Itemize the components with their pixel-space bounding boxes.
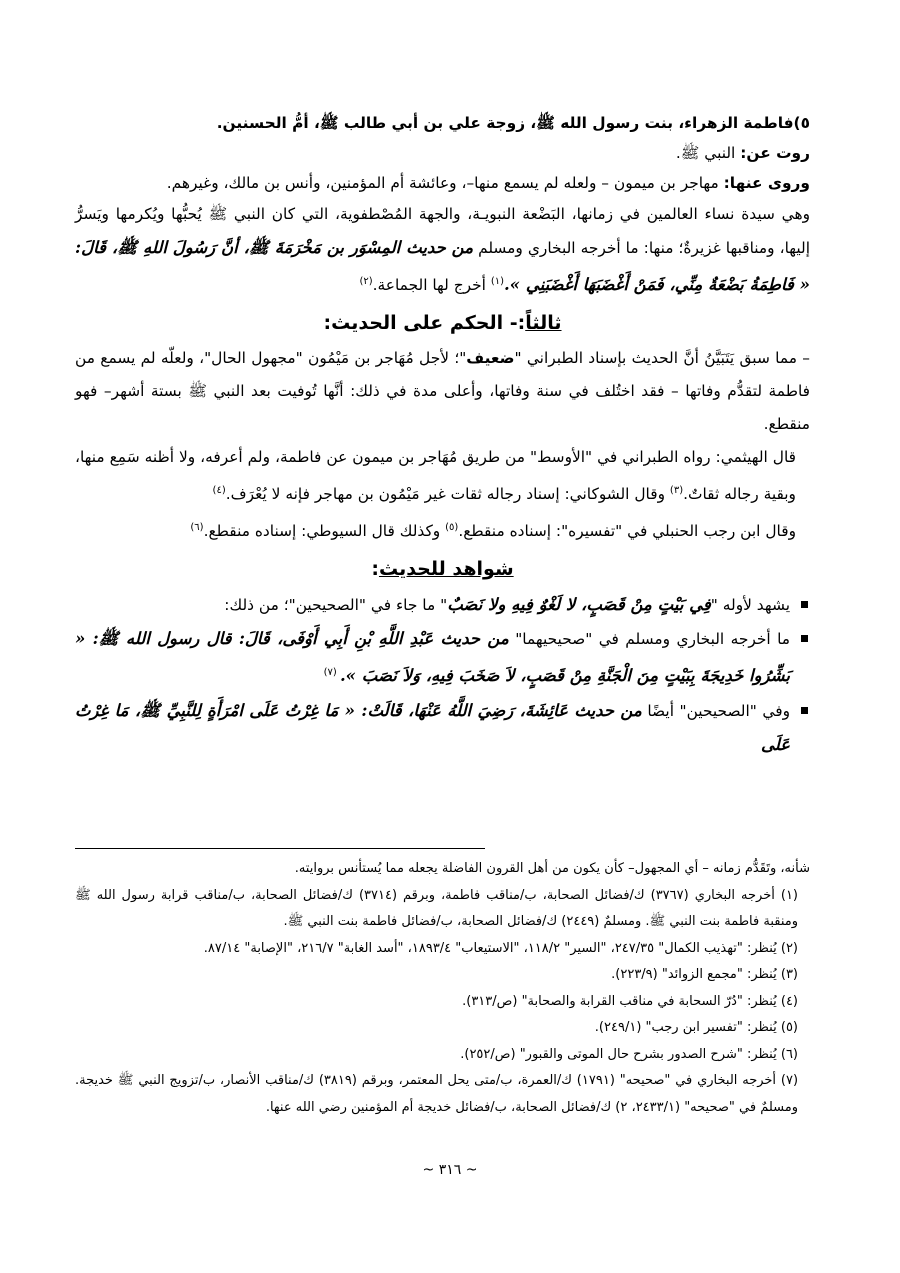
entry-heading: ٥)فاطمة الزهراء، بنت رسول الله ﷺ، زوجة علي بن أبي طالب ﷺ، أمُّ الحسنين. <box>216 114 810 132</box>
footnote-ref-2: (٢) <box>359 276 373 287</box>
hadith-quote: من حديث المِسْوَر بن مَخْرَمَةَ ﷺ، أنَّ رَسُولَ اللهِ ﷺ، قَالَ: « فَاطِمَةُ بَضْعَةٌ مِنِّي، فَمَنْ أَغْضَبَهَا أَغْضَبَنِي ». <box>75 238 810 295</box>
section-heading-ruling: ثالثاً:- الحكم على الحديث: <box>323 312 562 335</box>
footnote-ref-1: (١) <box>490 276 505 287</box>
footnote-4: (٤) يُنظر: "دُرّ السحابة في مناقب القرابة والصحابة" (ص/٣١٣). <box>462 993 798 1009</box>
footnote-ref-3: (٣) <box>669 485 684 497</box>
biography-paragraph: وهي سيدة نساء العالمين في زمانها، البَضْعة النبويـة، والجهة المُصْطفوية، التي كان النبي ﷺ يُحبُّها ويُكرمها ويَسرُّ إليها، ومناقبها غزيرةٌ؛ منها: ما أخرجه البخاري ومسلم من حديث المِسْوَر بن مَخْرَمَةَ ﷺ، أنَّ رَسُولَ اللهِ ﷺ، قَالَ: « فَاطِمَةُ بَضْعَةٌ مِنِّي، فَمَنْ أَغْضَبَهَا أَغْضَبَنِي ».$^{(١)}$ أخرج لها الجماعة.$^{(٢)}$ <box>75 205 810 295</box>
rawat-line: روت عن: النبي ﷺ. <box>675 144 810 162</box>
footnote-5: (٥) يُنظر: "تفسير ابن رجب" (٢٤٩/١). <box>594 1020 798 1035</box>
footnote-continuation: شأنه، وتَقَدُّم زمانه – أي المجهول– كأن يكون من أهل القرون الفاضلة يجعله مما يُستأنس بروايته. <box>294 861 810 876</box>
section-heading-shawahid: شواهد للحديث: <box>371 558 514 581</box>
page-number: ~ ٣١٦ ~ <box>422 1162 478 1178</box>
footnote-ref-7: (٧) <box>323 667 340 679</box>
bullet-item: ما أخرجه البخاري ومسلم في "صحيحيهما" من حديث عَبْدِ اللَّهِ بْنِ أَبِي أَوْفَى، قَالَ: قال رسول الله ﷺ: « بَشِّرُوا خَدِيجَةَ بِبَيْتٍ مِنَ الْجَنَّةِ مِنْ قَصَبٍ، لاَ صَخَبَ فِيهِ، وَلاَ نَصَبَ ». $^{(٧)}$ <box>75 622 810 693</box>
rawa-line: وروى عنها: مهاجر بن ميمون – ولعله لم يسمع منها–، وعائشة أم المؤمنين، وأنس بن مالك، وغيرهم. <box>166 174 810 192</box>
footnote-3: (٣) يُنظر: "مجمع الزوائد" (٢٢٣/٩). <box>611 967 798 982</box>
weak-grade: ضعيف <box>466 349 515 368</box>
footnote-ref-4: (٤) <box>212 485 226 497</box>
footnote-ref-6: (٦) <box>190 522 204 534</box>
bullet-item: وفي "الصحيحين" أيضًا من حديث عَائِشَةَ، رَضِيَ اللَّهُ عَنْهَا، قَالَتْ: « مَا غِرْتُ عَلَى امْرَأَةٍ لِلنَّبِيِّ ﷺ، مَا غِرْتُ عَلَى <box>75 694 810 762</box>
footnote-ref-5: (٥) <box>445 522 459 534</box>
footnotes <box>75 856 810 1121</box>
ruling-paragraph: – مما سبق يَتَبَيَّنُ أنَّ الحديث بإسناد الطبراني "ضعيف"؛ لأجل مُهَاجر بن مَيْمُون "مجهول الحال"، ولعلّه لم يسمع من فاطمة لتقدُّم وفاتها – فقد اختُلف في سنة وفاتها، وأعلى مدة في ذلك: أنَّها تُوفيت بعد النبي ﷺ بستة أشهر– فهو منقطع. <box>75 349 810 434</box>
footnote-2: (٢) يُنظر: "تهذيب الكمال" ٢٤٧/٣٥، "السير" ١١٨/٢، "الاستيعاب" ١٨٩٣/٤، "أسد الغابة" ٢١٦/٧، "الإصابة" ٨٧/١٤. <box>203 940 798 956</box>
footnote-7: (٧) أخرجه البخاري في "صحيحه" (١٧٩١) ك/العمرة، ب/متى يحل المعتمر، وبرقم (٣٨١٩) ك/مناقب الأنصار، ب/تزويج النبي ﷺ خديجة. ومسلمٌ في "صحيحه" (٢٤٣٣/١، ٢) ك/فضائل الصحابة، ب/فضائل خديجة أم المؤمنين رضي الله عنها. <box>75 1073 799 1115</box>
bullet-item: يشهد لأوله "فِي بَيْتٍ مِنْ قَصَبٍ، لا لَغْوٌ فِيهِ ولا نَصَبٌ" ما جاء في "الصحيحين"؛ من ذلك: <box>75 588 810 622</box>
footnote-6: (٦) يُنظر: "شرح الصدور بشرح حال الموتى والقبور" (ص/٢٥٢). <box>460 1046 798 1062</box>
ibn-rajab-paragraph: وقال ابن رجب الحنبلي في "تفسيره": إسناده منقطع.$^{(٥)}$ وكذلك قال السيوطي: إسناده منقطع.$^{(٦)}$ <box>190 522 796 541</box>
rawa-label: وروى عنها: <box>723 174 810 192</box>
haythami-paragraph: قال الهيثمي: رواه الطبراني في "الأوسط" من طريق مُهَاجر بن ميمون عن فاطمة، ولم أعرفه، ولا أظنه سَمِع منها، وبقية رجاله ثقاتٌ.$^{(٣)}$ وقال الشوكاني: إسناد رجاله ثقات غير مَيْمُون بن مهاجر فإنه لا يُعْرَف.$^{(٤)}$ <box>75 448 796 504</box>
rawat-label: روت عن: <box>740 144 810 162</box>
main-text <box>75 108 810 762</box>
footnote-1: (١) أخرجه البخاري (٣٧٦٧) ك/فضائل الصحابة، ب/مناقب فاطمة، وبرقم (٣٧١٤) ك/فضائل الصحابة، ب/مناقب قرابة رسول الله ﷺ ومنقبة فاطمة بنت النبي ﷺ. ومسلمٌ (٢٤٤٩) ك/فضائل الصحابة، ب/فضائل فاطمة بنت النبي ﷺ. <box>75 887 798 929</box>
footnote-separator <box>75 848 485 849</box>
